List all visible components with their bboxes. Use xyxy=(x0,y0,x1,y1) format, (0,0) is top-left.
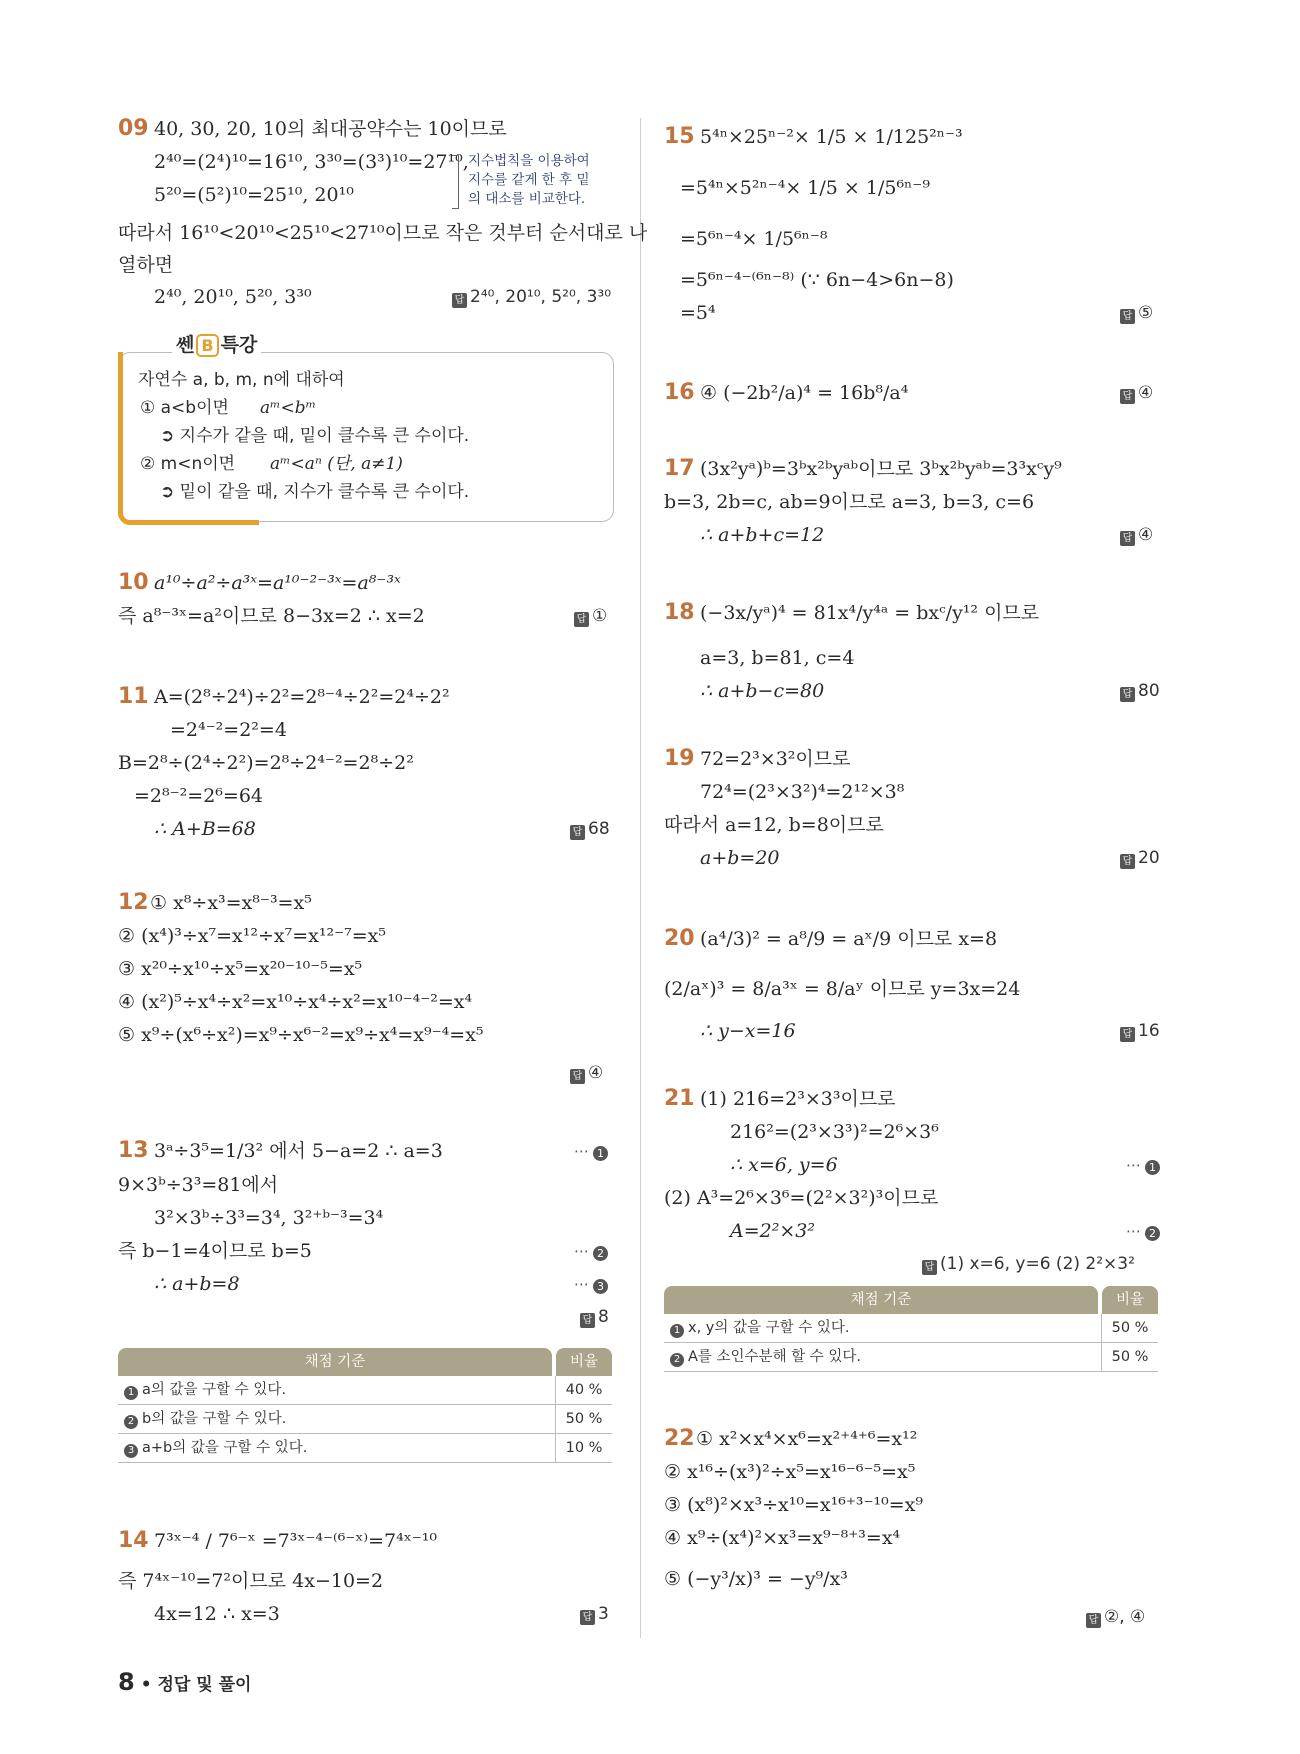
problem-number: 11 xyxy=(118,684,149,709)
solution-line: 5²⁰=(5²)¹⁰=25¹⁰, 20¹⁰ xyxy=(154,184,354,206)
solution-line: 따라서 16¹⁰<20¹⁰<25¹⁰<27¹⁰이므로 작은 것부터 순서대로 나 xyxy=(118,222,648,244)
solution-line: a¹⁰÷a²÷a³ˣ=a¹⁰⁻²⁻³ˣ=a⁸⁻³ˣ xyxy=(154,572,401,594)
solution-line: (a⁴/3)² = a⁸/9 = aˣ/9 이므로 x=8 xyxy=(700,928,998,950)
table-row: 2 A를 소인수분해 할 수 있다. 50 % xyxy=(664,1343,1158,1372)
problem-number: 16 xyxy=(664,380,695,405)
solution-line: 2⁴⁰, 20¹⁰, 5²⁰, 3³⁰ xyxy=(154,286,312,308)
answer: 답 2⁴⁰, 20¹⁰, 5²⁰, 3³⁰ xyxy=(452,284,611,310)
left-column xyxy=(0,0,648,1754)
solution-line: ∴ a+b−c=80 xyxy=(700,680,825,702)
solution-line: ③ x²⁰÷x¹⁰÷x⁵=x²⁰⁻¹⁰⁻⁵=x⁵ xyxy=(118,958,363,980)
table-header: 비율 xyxy=(1102,1286,1158,1314)
problem-number: 09 xyxy=(118,116,149,141)
answer: 답 8 xyxy=(580,1304,609,1330)
solution-line: a=3, b=81, c=4 xyxy=(700,647,855,669)
solution-line: ∴ x=6, y=6 xyxy=(730,1154,838,1176)
solution-line: 3²×3ᵇ÷3³=3⁴, 3²⁺ᵇ⁻³=3⁴ xyxy=(154,1207,384,1229)
answer: 답 ① xyxy=(574,603,607,629)
problem-number: 22 xyxy=(664,1426,695,1451)
solution-line: A=(2⁸÷2⁴)÷2²=2⁸⁻⁴÷2²=2⁴÷2² xyxy=(154,686,450,708)
tip-line: 자연수 a, b, m, n에 대하여 xyxy=(138,370,345,390)
solution-line: 9×3ᵇ÷3³=81에서 xyxy=(118,1174,279,1196)
solution-line: ③ (x⁸)²×x³÷x¹⁰=x¹⁶⁺³⁻¹⁰=x⁹ xyxy=(664,1494,923,1516)
solution-line: b=3, 2b=c, ab=9이므로 a=3, b=3, c=6 xyxy=(664,491,1035,513)
solution-line: ④ (−2b²/a)⁴ = 16b⁸/a⁴ xyxy=(700,382,909,404)
solution-line: (−3x/yᵃ)⁴ = 81x⁴/y⁴ᵃ = bxᶜ/y¹² 이므로 xyxy=(700,602,1040,624)
table-header: 채점 기준 xyxy=(118,1348,552,1376)
tip-line: ➲ 밑이 같을 때, 지수가 클수록 큰 수이다. xyxy=(160,482,470,502)
problem-number: 18 xyxy=(664,600,695,625)
solution-line: =5⁴ⁿ×5²ⁿ⁻⁴× 1/5 × 1/5⁶ⁿ⁻⁹ xyxy=(680,177,930,199)
side-note: 지수를 같게 한 후 밑 xyxy=(468,172,590,188)
solution-line: 2⁴⁰=(2⁴)¹⁰=16¹⁰, 3³⁰=(3³)¹⁰=27¹⁰, xyxy=(154,151,469,173)
solution-line: 즉 b−1=4이므로 b=5 xyxy=(118,1240,312,1262)
answer: 답 ④ xyxy=(1120,522,1153,548)
table-header: 채점 기준 xyxy=(664,1286,1098,1314)
side-note: 지수법칙을 이용하여 xyxy=(468,153,590,169)
problem-number: 17 xyxy=(664,456,695,481)
solution-line: B=2⁸÷(2⁴÷2²)=2⁸÷2⁴⁻²=2⁸÷2² xyxy=(118,752,414,774)
solution-line: (1) 216=2³×3³이므로 xyxy=(700,1088,896,1110)
solution-line: 72=2³×3²이므로 xyxy=(700,748,851,770)
solution-line: 5⁴ⁿ×25ⁿ⁻²× 1/5 × 1/125²ⁿ⁻³ xyxy=(700,126,963,148)
problem-number: 15 xyxy=(664,124,695,149)
score-marker: ⋯ 1 xyxy=(1126,1152,1160,1178)
answer: 답 3 xyxy=(580,1601,609,1627)
solution-line: 따라서 a=12, b=8이므로 xyxy=(664,814,884,836)
answer: 답 ④ xyxy=(570,1060,603,1086)
scoring-table xyxy=(664,1286,1158,1372)
tip-title: 쎈 B 특강 xyxy=(172,330,261,357)
score-marker: ⋯ 1 xyxy=(574,1138,608,1164)
answer: 답 80 xyxy=(1120,678,1160,704)
score-marker: ⋯ 2 xyxy=(1126,1218,1160,1244)
problem-number: 14 xyxy=(118,1528,149,1553)
solution-line: =5⁴ xyxy=(680,302,716,324)
solution-line: ② (x⁴)³÷x⁷=x¹²÷x⁷=x¹²⁻⁷=x⁵ xyxy=(118,925,386,947)
problem-number: 19 xyxy=(664,746,695,771)
score-marker: ⋯ 2 xyxy=(574,1238,608,1264)
solution-line: 72⁴=(2³×3²)⁴=2¹²×3⁸ xyxy=(700,781,905,803)
solution-line: 즉 7⁴ˣ⁻¹⁰=7²이므로 4x−10=2 xyxy=(118,1570,384,1592)
solution-line: ④ x⁹÷(x⁴)²×x³=x⁹⁻⁸⁺³=x⁴ xyxy=(664,1527,901,1549)
solution-line: 216²=(2³×3³)²=2⁶×3⁶ xyxy=(730,1121,939,1143)
answer: 답 20 xyxy=(1120,845,1160,871)
score-marker: ⋯ 3 xyxy=(574,1271,608,1297)
solution-line: ① x⁸÷x³=x⁸⁻³=x⁵ xyxy=(150,892,312,914)
scoring-table xyxy=(118,1348,612,1463)
note-bracket xyxy=(452,155,459,209)
table-header: 비율 xyxy=(556,1348,612,1376)
solution-line: (3x²yᵃ)ᵇ=3ᵇx²ᵇyᵃᵇ이므로 3ᵇx²ᵇyᵃᵇ=3³xᶜy⁹ xyxy=(700,458,1062,480)
solution-line: 열하면 xyxy=(118,254,174,276)
answer-icon: 답 xyxy=(452,293,467,308)
solution-line: ② x¹⁶÷(x³)²÷x⁵=x¹⁶⁻⁶⁻⁵=x⁵ xyxy=(664,1461,916,1483)
right-column xyxy=(640,0,1300,1754)
tip-line: aᵐ<bᵐ xyxy=(260,398,317,418)
solution-line: ④ (x²)⁵÷x⁴÷x²=x¹⁰÷x⁴÷x²=x¹⁰⁻⁴⁻²=x⁴ xyxy=(118,991,473,1013)
solution-line: =2⁴⁻²=2²=4 xyxy=(170,719,287,741)
solution-line: A=2²×3² xyxy=(730,1220,815,1242)
answer: 답 68 xyxy=(570,816,610,842)
solution-line: ∴ a+b=8 xyxy=(154,1273,240,1295)
tip-line: ② m<n이면 xyxy=(140,454,236,474)
tip-line: aᵐ<aⁿ (단, a≠1) xyxy=(270,454,403,474)
page-number: 8 xyxy=(118,1668,135,1696)
answer: 답 (1) x=6, y=6 (2) 2²×3² xyxy=(922,1251,1135,1277)
problem-number: 12 xyxy=(118,890,149,915)
problem-number: 20 xyxy=(664,926,695,951)
table-row: 1 x, y의 값을 구할 수 있다. 50 % xyxy=(664,1314,1158,1343)
side-note: 의 대소를 비교한다. xyxy=(468,191,586,207)
solution-line: ∴ A+B=68 xyxy=(154,818,256,840)
page-footer: 8 • 정답 및 풀이 xyxy=(118,1668,252,1696)
solution-line: =5⁶ⁿ⁻⁴× 1/5⁶ⁿ⁻⁸ xyxy=(680,228,828,250)
solution-line: =2⁸⁻²=2⁶=64 xyxy=(134,785,263,807)
problem-number: 21 xyxy=(664,1086,695,1111)
tip-line: ① a<b이면 xyxy=(140,398,229,418)
solution-line: 3ᵃ÷3⁵=1/3² 에서 5−a=2 ∴ a=3 xyxy=(154,1140,443,1162)
answer: 답 16 xyxy=(1120,1018,1160,1044)
solution-line: =5⁶ⁿ⁻⁴⁻⁽⁶ⁿ⁻⁸⁾ (∵ 6n−4>6n−8) xyxy=(680,269,954,291)
answer: 답 ⑤ xyxy=(1120,300,1153,326)
table-row: 1 a의 값을 구할 수 있다. 40 % xyxy=(118,1376,612,1405)
solution-line: ① x²×x⁴×x⁶=x²⁺⁴⁺⁶=x¹² xyxy=(696,1428,918,1450)
solution-line: ⑤ (−y³/x)³ = −y⁹/x³ xyxy=(664,1568,848,1590)
solution-line: (2/aˣ)³ = 8/a³ˣ = 8/aʸ 이므로 y=3x=24 xyxy=(664,978,1021,1000)
solution-line: 7³ˣ⁻⁴ / 7⁶⁻ˣ =7³ˣ⁻⁴⁻⁽⁶⁻ˣ⁾=7⁴ˣ⁻¹⁰ xyxy=(154,1530,438,1552)
table-row: 3 a+b의 값을 구할 수 있다. 10 % xyxy=(118,1434,612,1463)
solution-line: (2) A³=2⁶×3⁶=(2²×3²)³이므로 xyxy=(664,1187,939,1209)
problem-number: 13 xyxy=(118,1138,149,1163)
solution-line: ∴ y−x=16 xyxy=(700,1020,796,1042)
problem-number: 10 xyxy=(118,570,149,595)
solution-line: a+b=20 xyxy=(700,847,780,869)
solution-line: ⑤ x⁹÷(x⁶÷x²)=x⁹÷x⁶⁻²=x⁹÷x⁴=x⁹⁻⁴=x⁵ xyxy=(118,1024,484,1046)
answer: 답 ④ xyxy=(1120,380,1153,406)
table-row: 2 b의 값을 구할 수 있다. 50 % xyxy=(118,1405,612,1434)
answer: 답 ②, ④ xyxy=(1086,1604,1145,1630)
solution-line: 40, 30, 20, 10의 최대공약수는 10이므로 xyxy=(154,118,507,140)
tip-line: ➲ 지수가 같을 때, 밑이 클수록 큰 수이다. xyxy=(160,426,470,446)
solution-line: 즉 a⁸⁻³ˣ=a²이므로 8−3x=2 ∴ x=2 xyxy=(118,605,425,627)
solution-line: 4x=12 ∴ x=3 xyxy=(154,1603,280,1625)
solution-line: ∴ a+b+c=12 xyxy=(700,524,825,546)
